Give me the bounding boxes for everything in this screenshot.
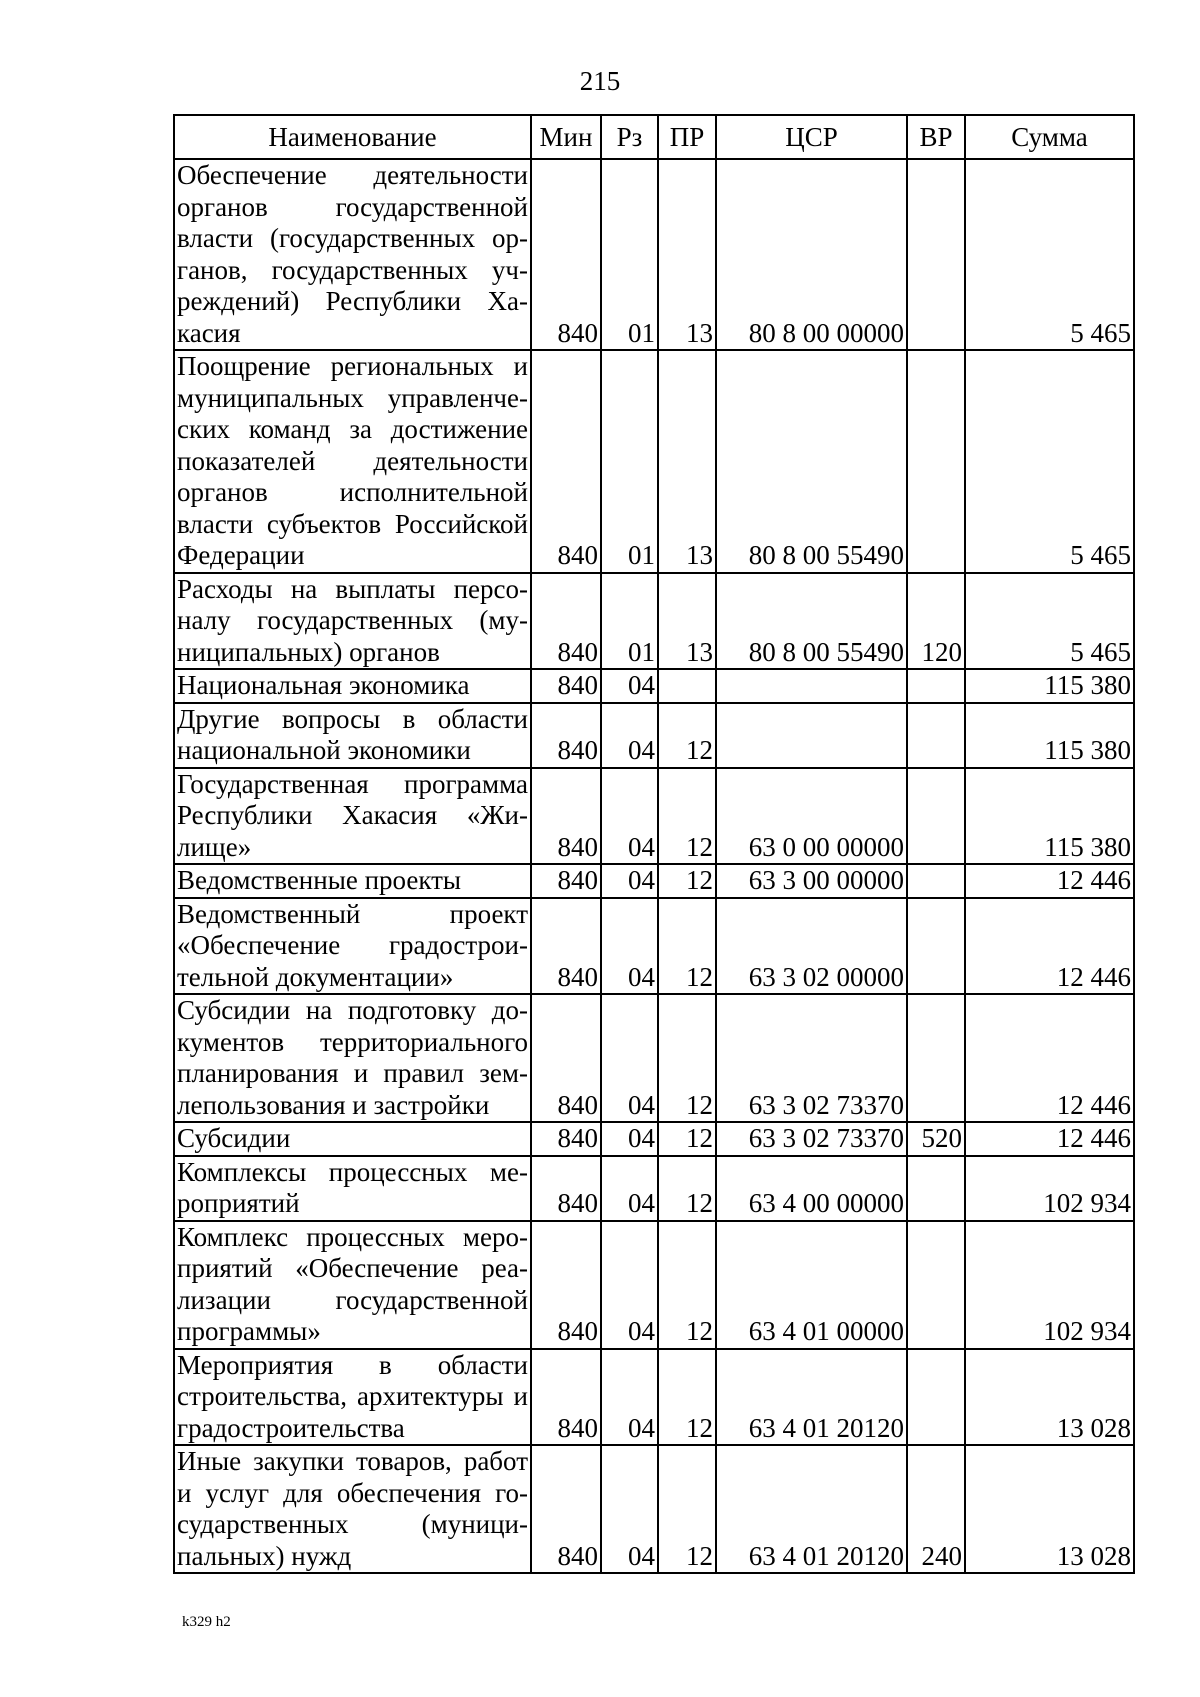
cell-pr: 12 bbox=[658, 1445, 716, 1573]
table-header-row bbox=[174, 115, 1134, 159]
header-pr: ПР bbox=[658, 115, 716, 159]
cell-csr: 63 4 01 20120 bbox=[716, 1349, 907, 1446]
cell-csr bbox=[716, 669, 907, 703]
footer-code: k329 h2 bbox=[182, 1614, 231, 1630]
cell-pr: 13 bbox=[658, 350, 716, 573]
table-row bbox=[174, 1122, 1134, 1156]
cell-vr bbox=[907, 994, 965, 1122]
table-row bbox=[174, 1445, 1134, 1573]
cell-vr bbox=[907, 768, 965, 865]
cell-name: Ведомственные проекты bbox=[174, 864, 531, 898]
cell-min: 840 bbox=[531, 1349, 601, 1446]
cell-sum: 115 380 bbox=[965, 703, 1134, 768]
cell-pr: 12 bbox=[658, 1122, 716, 1156]
cell-rz: 01 bbox=[601, 350, 658, 573]
cell-csr: 63 4 01 00000 bbox=[716, 1221, 907, 1349]
cell-rz: 01 bbox=[601, 159, 658, 350]
cell-sum: 5 465 bbox=[965, 350, 1134, 573]
header-vr: ВР bbox=[907, 115, 965, 159]
cell-vr bbox=[907, 898, 965, 995]
cell-pr: 13 bbox=[658, 573, 716, 670]
cell-rz: 04 bbox=[601, 994, 658, 1122]
cell-name: Субсидии на подготовку документов территориального планирования и правил землепользования и застройки bbox=[174, 994, 531, 1122]
cell-sum: 13 028 bbox=[965, 1349, 1134, 1446]
cell-vr: 120 bbox=[907, 573, 965, 670]
cell-sum: 12 446 bbox=[965, 864, 1134, 898]
cell-min: 840 bbox=[531, 898, 601, 995]
cell-sum: 13 028 bbox=[965, 1445, 1134, 1573]
table-row bbox=[174, 994, 1134, 1122]
cell-sum: 12 446 bbox=[965, 994, 1134, 1122]
cell-min: 840 bbox=[531, 1122, 601, 1156]
cell-vr bbox=[907, 350, 965, 573]
cell-csr: 80 8 00 55490 bbox=[716, 350, 907, 573]
cell-name: Государственная программа Республики Хакасия «Жилище» bbox=[174, 768, 531, 865]
cell-vr bbox=[907, 1349, 965, 1446]
cell-vr bbox=[907, 1221, 965, 1349]
cell-sum: 5 465 bbox=[965, 159, 1134, 350]
cell-csr: 63 3 02 73370 bbox=[716, 994, 907, 1122]
cell-csr: 80 8 00 55490 bbox=[716, 573, 907, 670]
page-number: 215 bbox=[579, 66, 621, 96]
cell-min: 840 bbox=[531, 350, 601, 573]
cell-vr bbox=[907, 1156, 965, 1221]
cell-vr bbox=[907, 669, 965, 703]
cell-sum: 115 380 bbox=[965, 669, 1134, 703]
cell-vr bbox=[907, 703, 965, 768]
cell-rz: 04 bbox=[601, 1445, 658, 1573]
table-row bbox=[174, 864, 1134, 898]
header-csr: ЦСР bbox=[716, 115, 907, 159]
cell-pr: 12 bbox=[658, 994, 716, 1122]
cell-min: 840 bbox=[531, 994, 601, 1122]
cell-name: Национальная экономика bbox=[174, 669, 531, 703]
cell-min: 840 bbox=[531, 768, 601, 865]
cell-pr bbox=[658, 669, 716, 703]
cell-sum: 12 446 bbox=[965, 898, 1134, 995]
table-row bbox=[174, 768, 1134, 865]
cell-rz: 04 bbox=[601, 898, 658, 995]
cell-csr: 63 0 00 00000 bbox=[716, 768, 907, 865]
cell-name: Мероприятия в области строительства, архитектуры и градостроительства bbox=[174, 1349, 531, 1446]
cell-min: 840 bbox=[531, 669, 601, 703]
table-row bbox=[174, 898, 1134, 995]
table-row bbox=[174, 669, 1134, 703]
cell-sum: 5 465 bbox=[965, 573, 1134, 670]
budget-table bbox=[173, 114, 1135, 1574]
cell-name: Расходы на выплаты персоналу государственных (муниципальных) органов bbox=[174, 573, 531, 670]
cell-sum: 12 446 bbox=[965, 1122, 1134, 1156]
cell-sum: 102 934 bbox=[965, 1156, 1134, 1221]
cell-rz: 04 bbox=[601, 669, 658, 703]
cell-pr: 12 bbox=[658, 1349, 716, 1446]
cell-rz: 04 bbox=[601, 768, 658, 865]
cell-rz: 04 bbox=[601, 1122, 658, 1156]
cell-csr: 63 4 01 20120 bbox=[716, 1445, 907, 1573]
cell-pr: 12 bbox=[658, 898, 716, 995]
header-sum: Сумма bbox=[965, 115, 1134, 159]
cell-pr: 13 bbox=[658, 159, 716, 350]
cell-csr: 63 3 00 00000 bbox=[716, 864, 907, 898]
cell-pr: 12 bbox=[658, 703, 716, 768]
table-row bbox=[174, 1221, 1134, 1349]
cell-rz: 04 bbox=[601, 864, 658, 898]
cell-vr bbox=[907, 159, 965, 350]
cell-vr bbox=[907, 864, 965, 898]
table-row bbox=[174, 703, 1134, 768]
cell-name: Другие вопросы в области национальной экономики bbox=[174, 703, 531, 768]
cell-min: 840 bbox=[531, 1156, 601, 1221]
cell-pr: 12 bbox=[658, 864, 716, 898]
cell-min: 840 bbox=[531, 1221, 601, 1349]
cell-vr: 520 bbox=[907, 1122, 965, 1156]
cell-rz: 04 bbox=[601, 1156, 658, 1221]
cell-name: Обеспечение деятельности органов государственной власти (государственных органов, государственных учреждений) Республики Хакасия bbox=[174, 159, 531, 350]
cell-pr: 12 bbox=[658, 1221, 716, 1349]
table-body bbox=[174, 159, 1134, 1573]
table-row bbox=[174, 573, 1134, 670]
cell-name: Комплексы процессных мероприятий bbox=[174, 1156, 531, 1221]
cell-min: 840 bbox=[531, 864, 601, 898]
cell-sum: 102 934 bbox=[965, 1221, 1134, 1349]
cell-name: Ведомственный проект «Обеспечение градостроительной документации» bbox=[174, 898, 531, 995]
cell-min: 840 bbox=[531, 1445, 601, 1573]
header-min: Мин bbox=[531, 115, 601, 159]
cell-csr: 63 4 00 00000 bbox=[716, 1156, 907, 1221]
cell-csr: 80 8 00 00000 bbox=[716, 159, 907, 350]
cell-rz: 01 bbox=[601, 573, 658, 670]
cell-name: Комплекс процессных мероприятий «Обеспечение реализации государственной программы» bbox=[174, 1221, 531, 1349]
table-row bbox=[174, 350, 1134, 573]
cell-name: Поощрение региональных и муниципальных управленческих команд за достижение показателей деятельности органов исполнительной власти субъектов Российской Федерации bbox=[174, 350, 531, 573]
cell-sum: 115 380 bbox=[965, 768, 1134, 865]
table-row bbox=[174, 1349, 1134, 1446]
cell-pr: 12 bbox=[658, 768, 716, 865]
cell-csr bbox=[716, 703, 907, 768]
cell-min: 840 bbox=[531, 573, 601, 670]
cell-name: Иные закупки товаров, работ и услуг для обеспечения государственных (муниципальных) нужд bbox=[174, 1445, 531, 1573]
cell-vr: 240 bbox=[907, 1445, 965, 1573]
header-rz: Рз bbox=[601, 115, 658, 159]
cell-min: 840 bbox=[531, 703, 601, 768]
cell-rz: 04 bbox=[601, 703, 658, 768]
table-row bbox=[174, 1156, 1134, 1221]
cell-name: Субсидии bbox=[174, 1122, 531, 1156]
cell-min: 840 bbox=[531, 159, 601, 350]
cell-rz: 04 bbox=[601, 1349, 658, 1446]
cell-csr: 63 3 02 00000 bbox=[716, 898, 907, 995]
cell-pr: 12 bbox=[658, 1156, 716, 1221]
header-name: Наименование bbox=[174, 115, 531, 159]
cell-rz: 04 bbox=[601, 1221, 658, 1349]
table-row bbox=[174, 159, 1134, 350]
cell-csr: 63 3 02 73370 bbox=[716, 1122, 907, 1156]
